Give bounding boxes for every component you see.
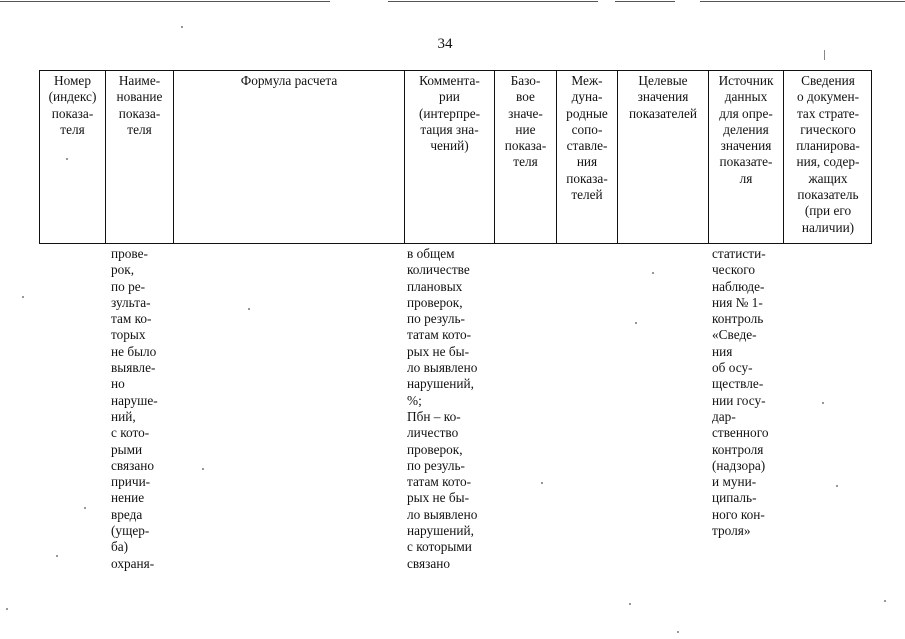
header-international-comparisons: Меж- дуна- родные сопо- ставле- ния показа- телей: [566, 73, 608, 203]
header-name: Наиме- нование показа- теля: [116, 73, 163, 137]
header-index: Номер (индекс) показа- теля: [48, 73, 97, 137]
header-comments: Коммента- рии (интерпре- тация зна- чений): [418, 73, 481, 154]
row-indicator-name: прове- рок, по ре- зульта- там ко- торых не было выявле- но наруше- ний, с кото- рыми связано причи- нение вреда (ущер- ба) охраня-: [111, 246, 158, 571]
header-strategic-documents: Сведения о докумен- тах страте- гического планирова- ния, содер- жащих показатель (при его наличии): [796, 73, 860, 235]
column-divider: [173, 71, 174, 243]
header-base-value: Базо- вое значе- ние показа- теля: [504, 73, 547, 170]
header-formula: Формула расчета: [240, 73, 338, 88]
scan-top-edge: [0, 0, 905, 4]
header-target-values: Целевые значения показателей: [628, 73, 698, 121]
row-comment: в общем количестве плановых проверок, по резуль- татам кото- рых не бы- ло выявлено нарушений, %; Пбн – ко- личество проверок, по резуль- татам кото- рых не бы- ло выявлено нарушений, с которыми связано: [407, 246, 478, 571]
header-data-source: Источник данных для опре- деления значения показате- ля: [718, 73, 774, 186]
page-number: 34: [437, 36, 453, 52]
table-header: [39, 70, 872, 244]
row-data-source: статисти- ческого наблюде- ния № 1- контроль «Сведе- ния об осу- ществле- нии госу- дар- ственного контроля (надзора) и муни- ципаль- ного кон- троля»: [712, 246, 769, 539]
